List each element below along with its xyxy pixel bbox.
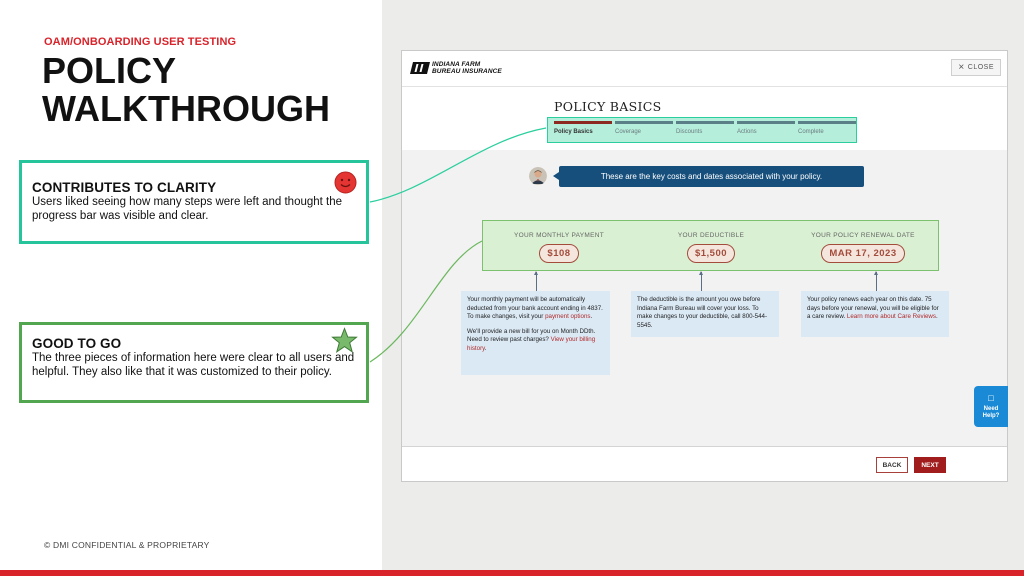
need-help-label: Need: [983, 406, 999, 412]
info-box-monthly-payment: [461, 291, 610, 375]
close-label: CLOSE: [967, 64, 994, 71]
slide-title: [42, 52, 330, 128]
title-line-2: WALKTHROUGH: [42, 88, 330, 129]
summary-label: YOUR DEDUCTIBLE: [677, 232, 745, 239]
progress-stepper: [547, 117, 857, 143]
policy-summary-panel: [482, 220, 939, 271]
close-button[interactable]: [951, 59, 1001, 76]
info-text: Your policy renews each year on this date. 75 days before your renewal, you will be eligible for a care review.: [807, 296, 939, 320]
monthly-payment: [483, 221, 635, 272]
arrow-up-icon: [536, 272, 537, 291]
eyebrow-label: OAM/ONBOARDING USER TESTING: [44, 36, 237, 48]
info-text: The deductible is the amount you owe before Indiana Farm Bureau will cover your loss. To make changes to your deductible, call 800-544-5545.: [637, 296, 768, 329]
progress-section: [402, 87, 1008, 150]
step-complete[interactable]: [798, 121, 858, 141]
smiley-icon: [334, 171, 357, 194]
need-help-button[interactable]: [974, 386, 1008, 427]
step-label: Policy Basics: [554, 129, 593, 135]
back-button[interactable]: BACK: [876, 457, 908, 473]
step-label: Discounts: [676, 129, 703, 135]
payment-options-link[interactable]: payment options: [545, 313, 591, 320]
step-policy-basics[interactable]: [554, 121, 614, 141]
page-title: POLICY BASICS: [554, 99, 662, 114]
bottom-brand-bar: [0, 570, 1024, 576]
next-button[interactable]: NEXT: [914, 457, 946, 473]
app-header: [402, 51, 1008, 87]
arrow-up-icon: [701, 272, 702, 291]
step-label: Coverage: [615, 129, 642, 135]
farm-bureau-logo-icon: [410, 62, 430, 74]
step-coverage[interactable]: [615, 121, 675, 141]
step-actions[interactable]: [737, 121, 797, 141]
info-text: Your monthly payment will be automatically deducted from your bank account ending in 4837. To make changes, visit your: [467, 296, 603, 320]
need-help-label: Help?: [982, 413, 1000, 419]
callout-contributes-to-clarity: [19, 160, 369, 244]
callout-heading: GOOD TO GO: [32, 336, 122, 351]
step-label: Actions: [737, 129, 757, 135]
info-text: .: [935, 313, 938, 320]
info-box-deductible: [631, 291, 779, 337]
step-label: Complete: [798, 129, 824, 135]
info-text: .: [590, 313, 593, 320]
summary-label: YOUR MONTHLY PAYMENT: [513, 232, 605, 239]
info-box-renewal-date: [801, 291, 949, 337]
brand-logo-text: [432, 61, 502, 75]
title-line-1: POLICY: [42, 50, 177, 91]
summary-label: YOUR POLICY RENEWAL DATE: [811, 232, 915, 239]
summary-value: $108: [539, 244, 578, 263]
close-icon: ×: [958, 61, 965, 73]
step-discounts[interactable]: [676, 121, 736, 141]
info-text: We'll provide a new bill for you on Month DDth. Need to review past charges?: [467, 327, 596, 343]
logo-line-2: BUREAU INSURANCE: [432, 68, 502, 75]
arrow-up-icon: [876, 272, 877, 291]
chat-icon: □: [988, 393, 994, 403]
policy-content: [402, 150, 1008, 446]
logo-line-1: INDIANA FARM: [432, 61, 481, 68]
agent-message-bubble: These are the key costs and dates associated with your policy.: [559, 166, 864, 187]
summary-value: MAR 17, 2023: [821, 244, 904, 263]
callout-heading: CONTRIBUTES TO CLARITY: [32, 180, 217, 195]
callout-body: The three pieces of information here were clear to all users and helpful. They also like that it was customized to their policy.: [32, 352, 355, 378]
info-text: .: [484, 344, 487, 352]
app-window: [401, 50, 1008, 482]
callout-good-to-go: [19, 322, 369, 403]
copyright-notice: © DMI CONFIDENTIAL & PROPRIETARY: [44, 540, 210, 550]
care-reviews-link[interactable]: Learn more about Care Reviews: [846, 313, 936, 320]
summary-value: $1,500: [687, 244, 735, 263]
billing-history-link[interactable]: View your billing history: [467, 336, 596, 352]
star-icon: [331, 327, 358, 354]
navigation-footer: [402, 446, 1008, 482]
deductible: [635, 221, 787, 272]
renewal-date: [787, 221, 939, 272]
callout-body: Users liked seeing how many steps were left and thought the progress bar was visible and clear.: [32, 196, 343, 222]
agent-avatar: [529, 167, 547, 185]
